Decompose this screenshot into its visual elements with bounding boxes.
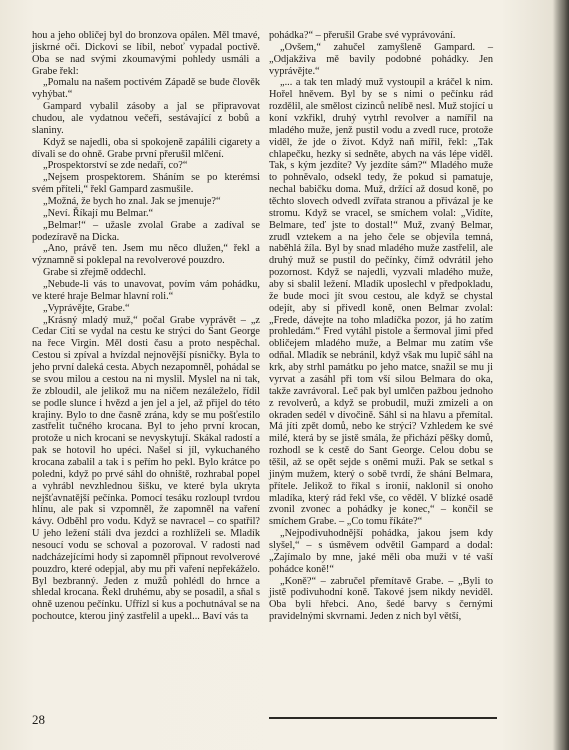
left-text-column: [32, 30, 260, 623]
paragraph: Gampard vybalil zásoby a jal se připravovat chudou, ale vydatnou večeři, sestávající z bobů a slaniny.: [32, 101, 260, 136]
paragraph: „Nejsem prospektorem. Sháním se po kterémsi svém příteli,“ řekl Gampard zasmušile.: [32, 172, 260, 196]
paragraph: „Ovšem,“ zahučel zamyšleně Gampard. – „Odjakživa mě bavily podobné pohádky. Jen vyprávějte.“: [269, 41, 493, 77]
page-number: 28: [32, 712, 45, 727]
paragraph: „Neví. Říkají mu Belmar.“: [43, 207, 154, 219]
paragraph: Grabe si zřejmě oddechl.: [43, 267, 146, 279]
paragraph: „Prospektorství se zde nedaří, co?“: [43, 160, 188, 172]
footer-rule: [269, 717, 497, 719]
paragraph: pohádka?“ – přerušil Grabe své vyprávování.: [269, 30, 456, 41]
paragraph: „... a tak ten mladý muž vystoupil a kráčel k nim. Hořel hněvem. Byl by se s nimi o pečínku rád rozdělil, ale smělost cizinců nelíbě nesl. Muž stojící u koní vzkřikl, druhý vytrhl revolver a namířil na mladého muže, jenž pustil vodu a zvedl ruce, protože viděl, že jde o život. Když naň mířil, řekl: „Tak chlapečku, hezky si sedněte, abych na vás lépe viděl. Tak, s kým jezdíte? Vy jezdíte sám?“ Mladého muže to pohněvalo, odsekl tedy, že pokud si pamatuje, nechal babičku doma. Muž, držící až dosud koně, po těchto slovech odvedl zvířata stranou a přivázal je ke stromu. Když se vracel, se smíchem volal: „Vidíte, Belmare, teď jste to dostal!“ Muž, zvaný Belmar, zrudl vztekem a na jeho čele se objevila temná, naběhlá žíla. Byl by snad mladého muže zastřelil, ale druhý muž se pustil do pečínky, čímž odvrátil jeho pozornost. Když se najedli, vyzvali mladého muže, aby si sbalil ležení. Mladík uposlechl v předpokladu, že bude moci jít svou cestou, ale když se chystal odejít, aby si přivedl koně, onen Belmar zvolal: „Frede, dávejte na toho mladíčka pozor, já ho zatím prohledám.“ Fred vytáhl pistole a šermoval jimi před obličejem mladého muže, a Belmar mu zatím vše odňal. Mladík se nebránil, když však mu lupič sáhl na krk, aby strhl památku po jeho matce, snažil se mu ji vyrvat a zasáhl při tom vší silou Belmara do oka, takže zavrávoral. Leč pak byl umlčen pažbou jednoho z revolverů, a když se probudil, muži zmizeli a on okraden sedél v divočině. Sáhl si na hlavu a přemítal. Má jíti zpět domů, nebo ke strýci? Vzhledem ke své milé, která by se jistě smála, že přichází pěšky domů, rozhodl se k cestě do Sant George. Celou dobu se těšil, až se opět sejde s oněmi muži. Pak se setkal s jiným mužem, který o sobě tvrdí, že shání Belmara, přítele. Jelikož to říkal s ironií, naklonil si onoho mladíka, který rád řekl vše, co věděl. V blízké osadě zvonil zvonec a pohádky je konec,“ – končil se smíchem Grabe. – „Co tomu říkáte?“: [269, 77, 493, 528]
paragraph: Když se najedli, oba si spokojeně zapálili cigarety a dívali se do ohně. Grabe první přerušil mlčení.: [32, 136, 260, 160]
book-binding-shadow: [553, 0, 569, 750]
paragraph: „Krásný mladý muž,“ počal Grabe vyprávět – „z Cedar Citi se vydal na cestu ke strýci do Sant George na řece Virgin. Měl dosti času a proto nespěchal. Cestou si zpíval a hvízdal nejnovější písničky. Byla to jeho první daleká cesta. Abych nezapomněl, pohádal se se svou milou a cestou na ni myslil. Myslel na ni tak, že zbloudil, ale jelikož mu na ničem nezáleželo, řídil se podle slunce i hvězd a jen jel a jel, až přijel do této krajiny. Bylo to dne časně zrána, kdy se mu pošťestilo zastřelit tučného krocana. Byl to jeho první krocan, protože u nich krocani se nevyskytují. Skákal radostí a pak se hotovil ho upéci. Našel si jíl, vykuchaného krocana zabalil a tak i s peřím ho pekl. Bylo krátce po poledni, když po prvé sáhl do ohniště, rozhrabal popel a vyhrábl nevzhlednou šišku, ve které byla ukryta nejšťavnatější pečínka. Pomocí tesáku rozloupl tvrdou hlínu, ale pak si vzpomněl, že zapomněl na vaření kávy. Odběhl pro vodu. Když se navracel – co spatřil? U jeho ležení stáli dva jezdci a rozhlíželi se. Mladík nesoucí vodu se schoval a pozoroval. V radosti nad nadcházejícími hody si zapomněl připnout revolverové pouzdro, které odepjal, aby mu při vaření nepřekáželo. Byl bezbranný. Jeden z mužů pohlédl do hrnce a shledal krocana. Řekl druhému, aby se posadil, a sňal s ohně uzenou pečínku. Ufřízl si kus a pochutnával se na pochoutce, kterou jiný zastřelil a upekl... Baví vás ta: [32, 314, 260, 623]
paragraph: „Nebude-li vás to unavovat, povím vám pohádku, ve které hraje Belmar hlavní roli.“: [32, 279, 260, 302]
paragraph: „Koně?“ – zabručel přemítavě Grabe. – „Byli to jistě podivuhodní koně. Takové jsem nikdy neviděl. Oba byli hřebci. Ano, šedé barvy s černými pravidelnými skvrnami. Jeden z nich byl větší,: [269, 575, 493, 623]
paragraph: hou a jeho obličej byl do bronzova opálen. Měl tmavé, jiskrné oči. Dickovi se líbil, neboť vypadal poctivě. Oba se nad svými zkoumavými pohledy usmáli a Grabe řekl:: [32, 30, 260, 77]
paragraph: „Ano, právě ten. Jsem mu něco dlužen,“ řekl a významně si poklepal na revolverové pouzdro.: [32, 243, 260, 267]
right-text-column: [269, 30, 493, 623]
paragraph: „Belmar!“ – užasle zvolal Grabe a zadíval se podezíravě na Dicka.: [32, 219, 260, 243]
paragraph: „Nejpodivuhodnější pohádka, jakou jsem kdy slyšel,“ – s úsměvem odvětil Gampard a dodal: „Zajímalo by mne, jaké měli oba muži v té vaší pohádce koně!“: [269, 528, 493, 575]
paragraph: „Možná, že bych ho znal. Jak se jmenuje?“: [43, 196, 221, 208]
paragraph: „Pomalu na našem poctivém Západě se bude člověk vyhýbat.“: [32, 77, 260, 101]
paragraph: „Vyprávějte, Grabe.“: [43, 302, 130, 314]
